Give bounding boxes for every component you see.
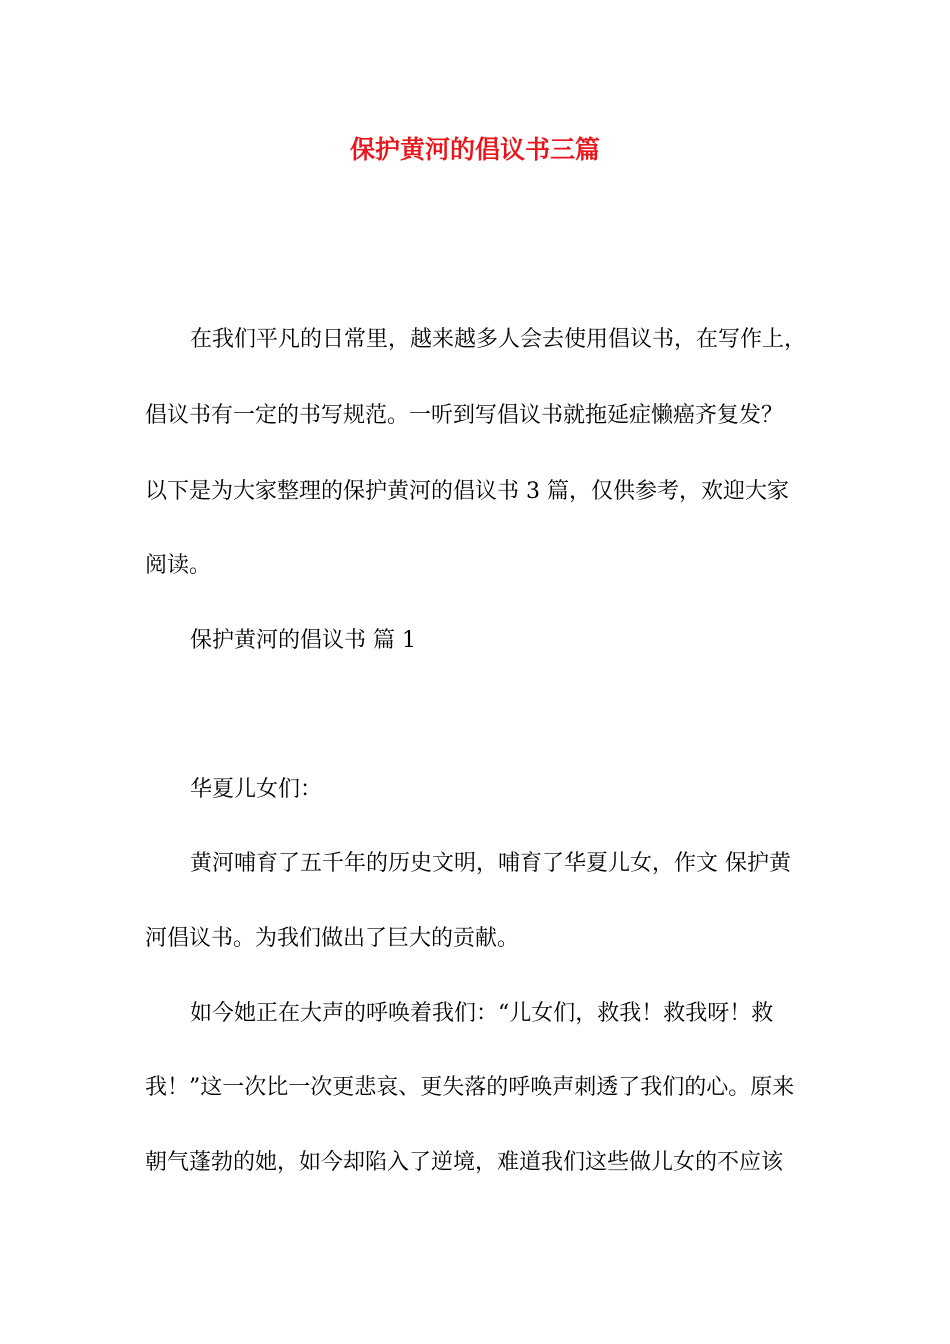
paragraph-2-line-1: 如今她正在大声的呼唤着我们：“儿女们，救我！救我呀！救	[190, 1001, 774, 1026]
intro-line-2: 倡议书有一定的书写规范。一听到写倡议书就拖延症懒癌齐复发？	[145, 403, 784, 428]
paragraph-2-line-3: 朝气蓬勃的她，如今却陷入了逆境，难道我们这些做儿女的不应该	[145, 1150, 784, 1175]
paragraph-1-line-2: 河倡议书。为我们做出了巨大的贡献。	[145, 926, 520, 951]
section-heading: 保护黄河的倡议书 篇 1	[190, 628, 416, 653]
intro-line-4: 阅读。	[145, 553, 212, 578]
document-title: 保护黄河的倡议书三篇	[349, 135, 600, 164]
intro-line-1: 在我们平凡的日常里，越来越多人会去使用倡议书，在写作上，	[190, 327, 807, 352]
paragraph-1-line-1: 黄河哺育了五千年的历史文明，哺育了华夏儿女，作文 保护黄	[190, 851, 791, 876]
intro-line-3: 以下是为大家整理的保护黄河的倡议书 3 篇，仅供参考，欢迎大家	[145, 479, 789, 504]
salutation: 华夏儿女们：	[190, 777, 323, 802]
paragraph-2-line-2: 我！”这一次比一次更悲哀、更失落的呼唤声刺透了我们的心。原来	[145, 1075, 795, 1100]
